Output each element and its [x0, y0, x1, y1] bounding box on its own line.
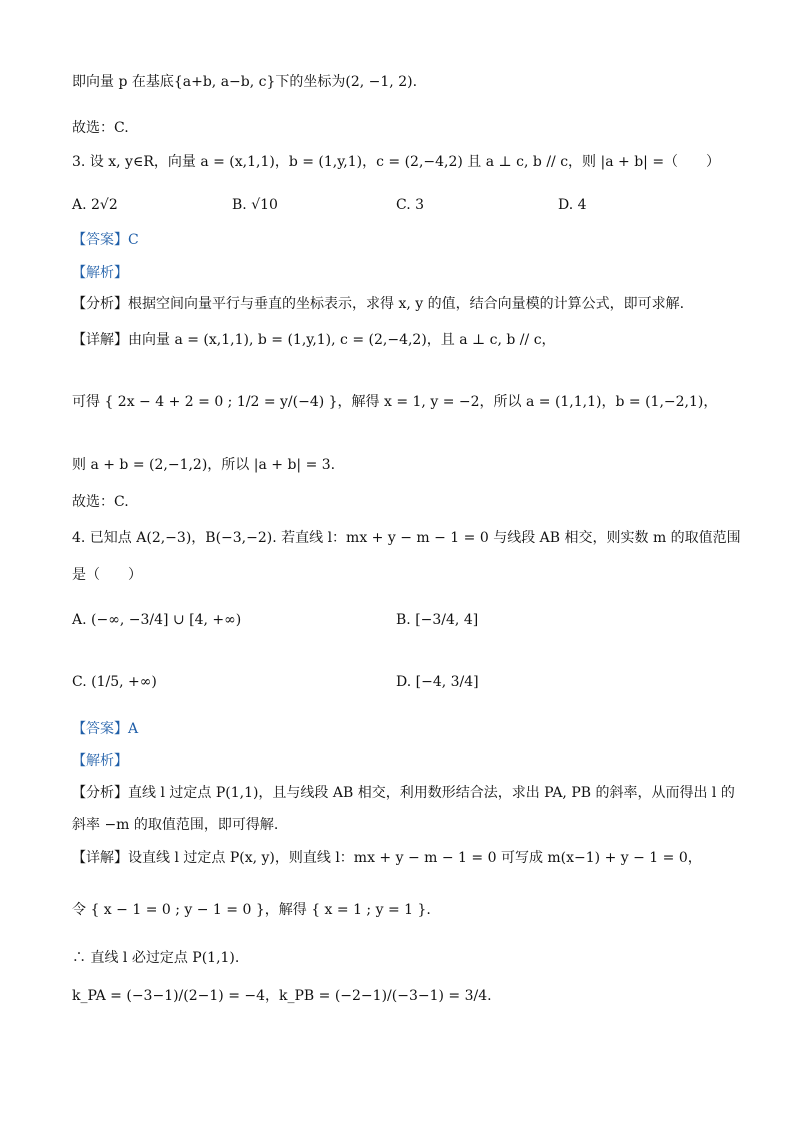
q3-option-b: B. √10 [232, 197, 278, 213]
q3-option-a: A. 2√2 [72, 197, 118, 213]
q3-option-d: D. 4 [558, 197, 587, 213]
analysis-label-4: 【解析】 [72, 753, 128, 769]
q4-option-c: C. (1/5, +∞) [72, 674, 157, 690]
detail-4: 【详解】设直线 l 过定点 P(x, y)，则直线 l：mx + y − m − 1 = 0 可写成 m(x−1) + y − 1 = 0， [72, 850, 702, 866]
line-1: 即向量 p 在基底{a+b, a−b, c}下的坐标为(2, −1, 2). [72, 74, 418, 90]
q4-option-d: D. [−4, 3/4] [396, 674, 479, 690]
analysis-4: 【分析】直线 l 过定点 P(1,1)，且与线段 AB 相交，利用数形结合法，求出 PA, PB 的斜率，从而得出 l 的 [72, 785, 735, 801]
question-4-cont: 是（ ） [72, 567, 142, 583]
q4-option-a: A. (−∞, −3/4] ∪ [4, +∞) [72, 612, 242, 628]
select-3: 故选：C. [72, 494, 129, 510]
detail-3: 【详解】由向量 a = (x,1,1), b = (1,y,1), c = (2,−4,2)，且 a ⊥ c, b // c， [72, 332, 556, 348]
detail-4-fixed-point: ∴ 直线 l 必过定点 P(1,1). [72, 950, 240, 966]
detail-4-system: 令 { x − 1 = 0 ; y − 1 = 0 }，解得 { x = 1 ; y = 1 }. [72, 902, 431, 918]
analysis-label-3: 【解析】 [72, 265, 128, 281]
detail-3-result: 则 a + b = (2,−1,2)，所以 |a + b| = 3. [72, 457, 336, 473]
detail-3-system: 可得 { 2x − 4 + 2 = 0 ; 1/2 = y/(−4) }，解得 x = 1, y = −2，所以 a = (1,1,1)，b = (1,−2,1)， [72, 394, 718, 410]
analysis-3: 【分析】根据空间向量平行与垂直的坐标表示，求得 x, y 的值，结合向量模的计算公式，即可求解. [72, 296, 685, 312]
q3-option-c: C. 3 [396, 197, 425, 213]
detail-4-slopes: k_PA = (−3−1)/(2−1) = −4，k_PB = (−2−1)/(−3−1) = 3/4. [72, 988, 492, 1004]
line-2: 故选：C. [72, 120, 129, 136]
question-3: 3. 设 x, y∈R，向量 a = (x,1,1)，b = (1,y,1)，c = (2,−4,2) 且 a ⊥ c, b // c，则 |a + b| =（ ） [72, 154, 721, 170]
answer-label-3: 【答案】C [72, 232, 139, 248]
q4-option-b: B. [−3/4, 4] [396, 612, 479, 628]
analysis-4-cont: 斜率 −m 的取值范围，即可得解. [72, 817, 279, 833]
question-4: 4. 已知点 A(2,−3)，B(−3,−2). 若直线 l：mx + y − m − 1 = 0 与线段 AB 相交，则实数 m 的取值范围 [72, 530, 741, 546]
answer-label-4: 【答案】A [72, 721, 139, 737]
